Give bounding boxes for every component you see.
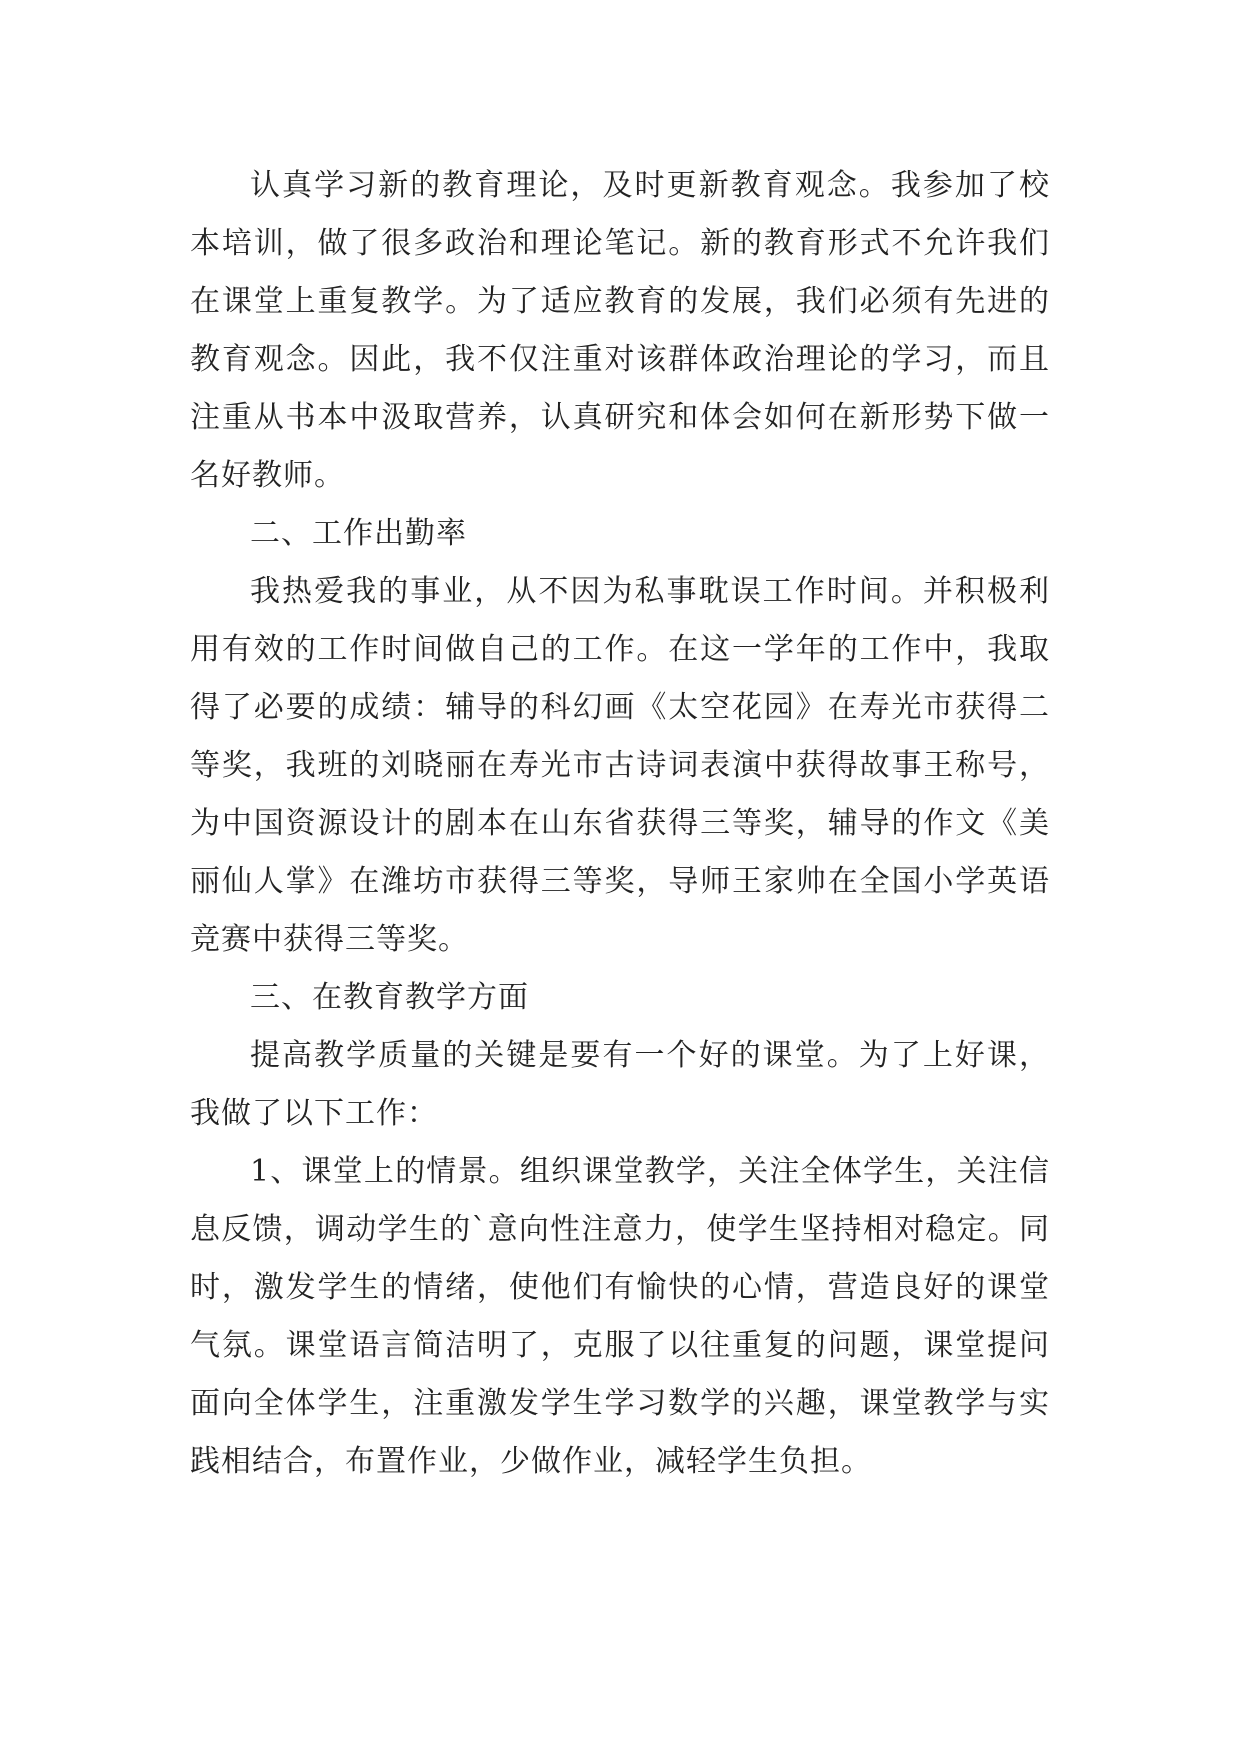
paragraph-study-theory: 认真学习新的教育理论，及时更新教育观念。我参加了校本培训，做了很多政治和理论笔记。新的教育形式不允许我们在课堂上重复教学。为了适应教育的发展，我们必须有先进的教育观念。因此，我不仅注重对该群体政治理论的学习，而且注重从书本中汲取营养，认真研究和体会如何在新形势下做一名好教师。 (190, 168, 1050, 493)
document-body (190, 157, 1050, 1491)
paragraph-attendance: 我热爱我的事业，从不因为私事耽误工作时间。并积极利用有效的工作时间做自己的工作。在这一学年的工作中，我取得了必要的成绩：辅导的科幻画《太空花园》在寿光市获得二等奖，我班的刘晓丽在寿光市古诗词表演中获得故事王称号，为中国资源设计的剧本在山东省获得三等奖，辅导的作文《美丽仙人掌》在潍坊市获得三等奖，导师王家帅在全国小学英语竞赛中获得三等奖。 (190, 574, 1050, 957)
paragraph-classroom: 1、课堂上的情景。组织课堂教学，关注全体学生，关注信息反馈，调动学生的`意向性注意力，使学生坚持相对稳定。同时，激发学生的情绪，使他们有愉快的心情，营造良好的课堂气氛。课堂语言简洁明了，克服了以往重复的问题，课堂提问面向全体学生，注重激发学生学习数学的兴趣，课堂教学与实践相结合，布置作业，少做作业，减轻学生负担。 (190, 1154, 1050, 1479)
heading-attendance: 二、工作出勤率 (250, 516, 467, 551)
paragraph-teaching-intro: 提高教学质量的关键是要有一个好的课堂。为了上好课，我做了以下工作： (190, 1038, 1050, 1131)
heading-teaching: 三、在教育教学方面 (250, 980, 529, 1015)
